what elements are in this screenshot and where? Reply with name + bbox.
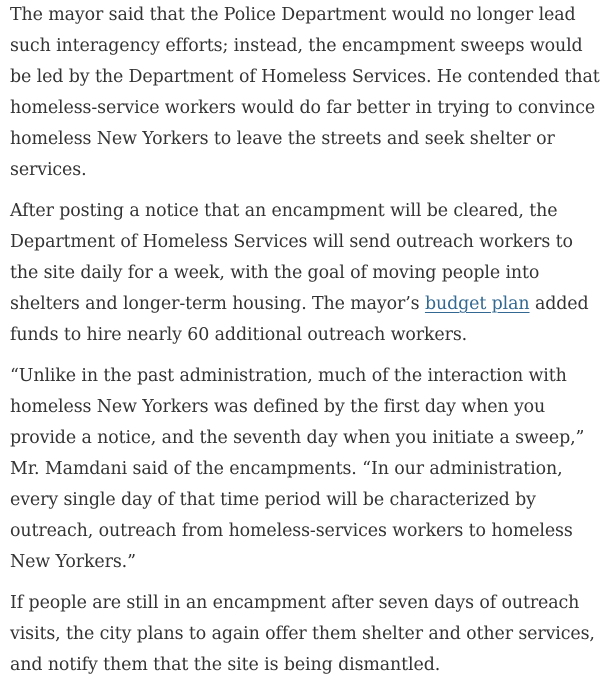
text-line: be led by the Department of Homeless Services. He contended that xyxy=(10,67,600,87)
text-line: Department of Homeless Services will send outreach workers to xyxy=(10,232,573,252)
text-line: provide a notice, and the seventh day when you initiate a sweep,” xyxy=(10,428,585,448)
budget-plan-link[interactable]: budget plan xyxy=(424,294,530,314)
text-line: funds to hire nearly 60 additional outreach workers. xyxy=(10,325,468,345)
text-line: New Yorkers.” xyxy=(10,552,136,572)
text-line: and notify them that the site is being dismantled. xyxy=(10,655,441,675)
text-line: the site daily for a week, with the goal of moving people into xyxy=(10,263,540,283)
text-line: outreach, outreach from homeless-services workers to homeless xyxy=(10,521,573,541)
paragraph-4 xyxy=(10,588,610,681)
text-line: Mr. Mamdani said of the encampments. “In our administration, xyxy=(10,459,563,479)
text-line: If people are still in an encampment after seven days of outreach xyxy=(10,593,580,613)
paragraph-1 xyxy=(10,0,610,186)
text-line: homeless New Yorkers to leave the streets and seek shelter or xyxy=(10,129,555,149)
text-line: homeless New Yorkers was defined by the first day when you xyxy=(10,397,546,417)
text-line: After posting a notice that an encampment will be cleared, the xyxy=(10,201,558,221)
text-line: such interagency efforts; instead, the encampment sweeps would xyxy=(10,36,583,56)
paragraph-2 xyxy=(10,196,610,351)
text-line xyxy=(10,289,610,320)
text-segment: added xyxy=(529,294,589,314)
text-line: visits, the city plans to again offer them shelter and other services, xyxy=(10,624,595,644)
text-segment: shelters and longer-term housing. The mayor’s xyxy=(10,294,425,314)
text-line: services. xyxy=(10,160,87,180)
text-line: “Unlike in the past administration, much of the interaction with xyxy=(10,366,567,386)
text-line: every single day of that time period will be characterized by xyxy=(10,490,536,510)
paragraph-3 xyxy=(10,361,610,578)
text-line: homeless-service workers would do far better in trying to convince xyxy=(10,98,596,118)
text-line: The mayor said that the Police Department would no longer lead xyxy=(10,5,576,25)
